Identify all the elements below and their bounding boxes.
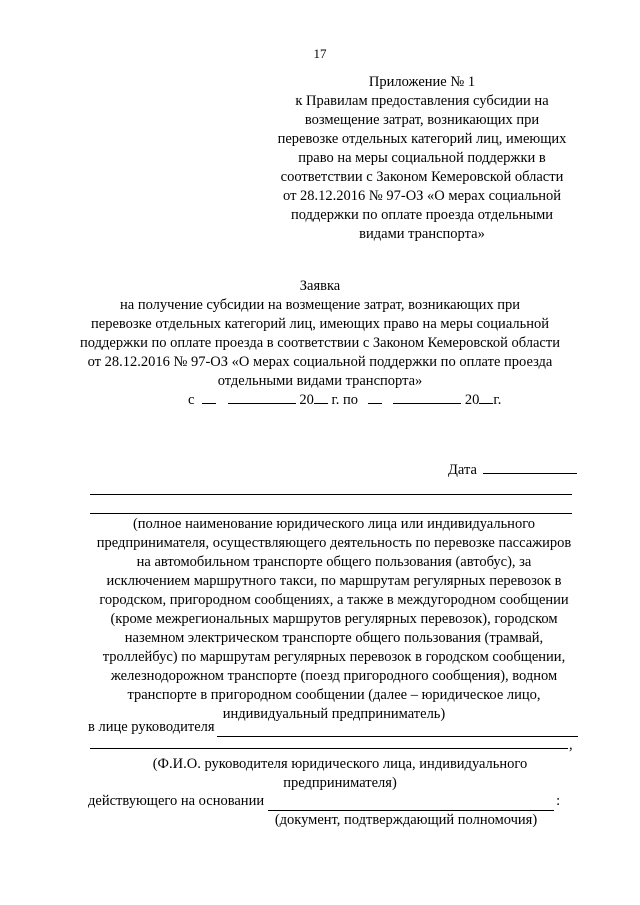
appendix-line: соответствии с Законом Кемеровской области — [280, 169, 564, 185]
org-note-line: (кроме межрегиональных маршрутов регулярных перевозок), городском — [110, 611, 558, 627]
org-note-line: (полное наименование юридического лица или индивидуального — [132, 516, 536, 532]
period-month-from-field[interactable] — [228, 389, 296, 404]
period-to-label: г. по — [331, 392, 359, 408]
appendix-line: возмещение затрат, возникающих при — [304, 112, 540, 128]
application-subject — [70, 296, 570, 391]
org-name-line-2[interactable] — [90, 513, 572, 514]
subject-line: перевозке отдельных категорий лиц, имеющих право на меры социальной — [91, 316, 549, 332]
org-note-line: на автомобильном транспорте общего пользования (автобус), за — [136, 554, 532, 570]
appendix-line: право на меры социальной поддержки в — [298, 150, 546, 166]
org-note-line: троллейбус) по маршрутам регулярных перевозок в городском сообщении, — [102, 649, 566, 665]
period-from-label: с — [188, 392, 195, 408]
subject-line: отдельными видами транспорта» — [217, 373, 423, 389]
fio-note-line: предпринимателя) — [283, 775, 397, 791]
org-note-line: железнодорожном транспорте (поезд пригородного сообщения), водном — [110, 668, 558, 684]
org-note-line: городском, пригородном сообщениях, а также в междугородном сообщении — [99, 592, 569, 608]
period-year-prefix-2: 20 — [464, 392, 480, 408]
appendix-line: поддержки по оплате проезда отдельными — [290, 207, 554, 223]
date-label: Дата — [448, 462, 477, 478]
period-month-to-field[interactable] — [393, 389, 461, 404]
org-note-line: предпринимателя, осуществляющего деятельность по перевозке пассажиров — [96, 535, 572, 551]
fio-note-line: (Ф.И.О. руководителя юридического лица, индивидуального — [152, 756, 528, 772]
period-year-to-field[interactable] — [479, 389, 493, 404]
basis-row — [88, 792, 560, 811]
org-note-line: наземном электрическом транспорте общего пользования (трамвай, — [124, 630, 544, 646]
basis-label: действующего на основании — [88, 793, 265, 809]
subject-line: от 28.12.2016 № 97-ОЗ «О мерах социальной поддержки по оплате проезда — [87, 354, 553, 370]
appendix-line: Приложение № 1 — [368, 74, 476, 90]
appendix-line: к Правилам предоставления субсидии на — [295, 93, 549, 109]
head-name-field[interactable] — [217, 721, 578, 737]
basis-document-note: (документ, подтверждающий полномочия) — [274, 812, 538, 828]
page-number: 17 — [313, 46, 327, 61]
appendix-header — [262, 73, 582, 244]
date-field[interactable] — [483, 459, 577, 474]
date-row — [448, 459, 577, 480]
period-row — [188, 389, 501, 410]
appendix-line: видами транспорта» — [359, 226, 485, 242]
period-year-suffix-2: г. — [493, 392, 502, 408]
period-year-prefix-1: 20 — [299, 392, 314, 408]
head-label: в лице руководителя — [88, 719, 215, 735]
org-name-note — [86, 515, 582, 724]
appendix-line: перевозке отдельных категорий лиц, имеющих — [277, 131, 567, 147]
head-name-line-2[interactable] — [90, 748, 568, 749]
basis-document-field[interactable] — [268, 795, 554, 811]
org-note-line: транспорте в пригородном сообщении (далее – юридическое лицо, — [127, 687, 541, 703]
period-day-to-field[interactable] — [368, 389, 382, 404]
subject-line: на получение субсидии на возмещение затрат, возникающих при — [120, 297, 520, 313]
org-name-line-1[interactable] — [90, 494, 572, 495]
org-note-line: индивидуальный предприниматель) — [222, 706, 446, 722]
period-day-from-field[interactable] — [202, 389, 216, 404]
org-note-line: исключением маршрутного такси, по маршрутам регулярных перевозок в — [106, 573, 562, 589]
subject-line: поддержки по оплате проезда в соответствии с Законом Кемеровской области — [80, 335, 560, 351]
period-year-from-field[interactable] — [314, 389, 328, 404]
basis-colon: : — [556, 793, 561, 809]
appendix-line: от 28.12.2016 № 97-ОЗ «О мерах социальной — [283, 188, 561, 204]
comma: , — [569, 737, 573, 753]
head-fio-note — [140, 755, 540, 793]
head-row — [88, 718, 578, 737]
document-title: Заявка — [299, 278, 341, 294]
